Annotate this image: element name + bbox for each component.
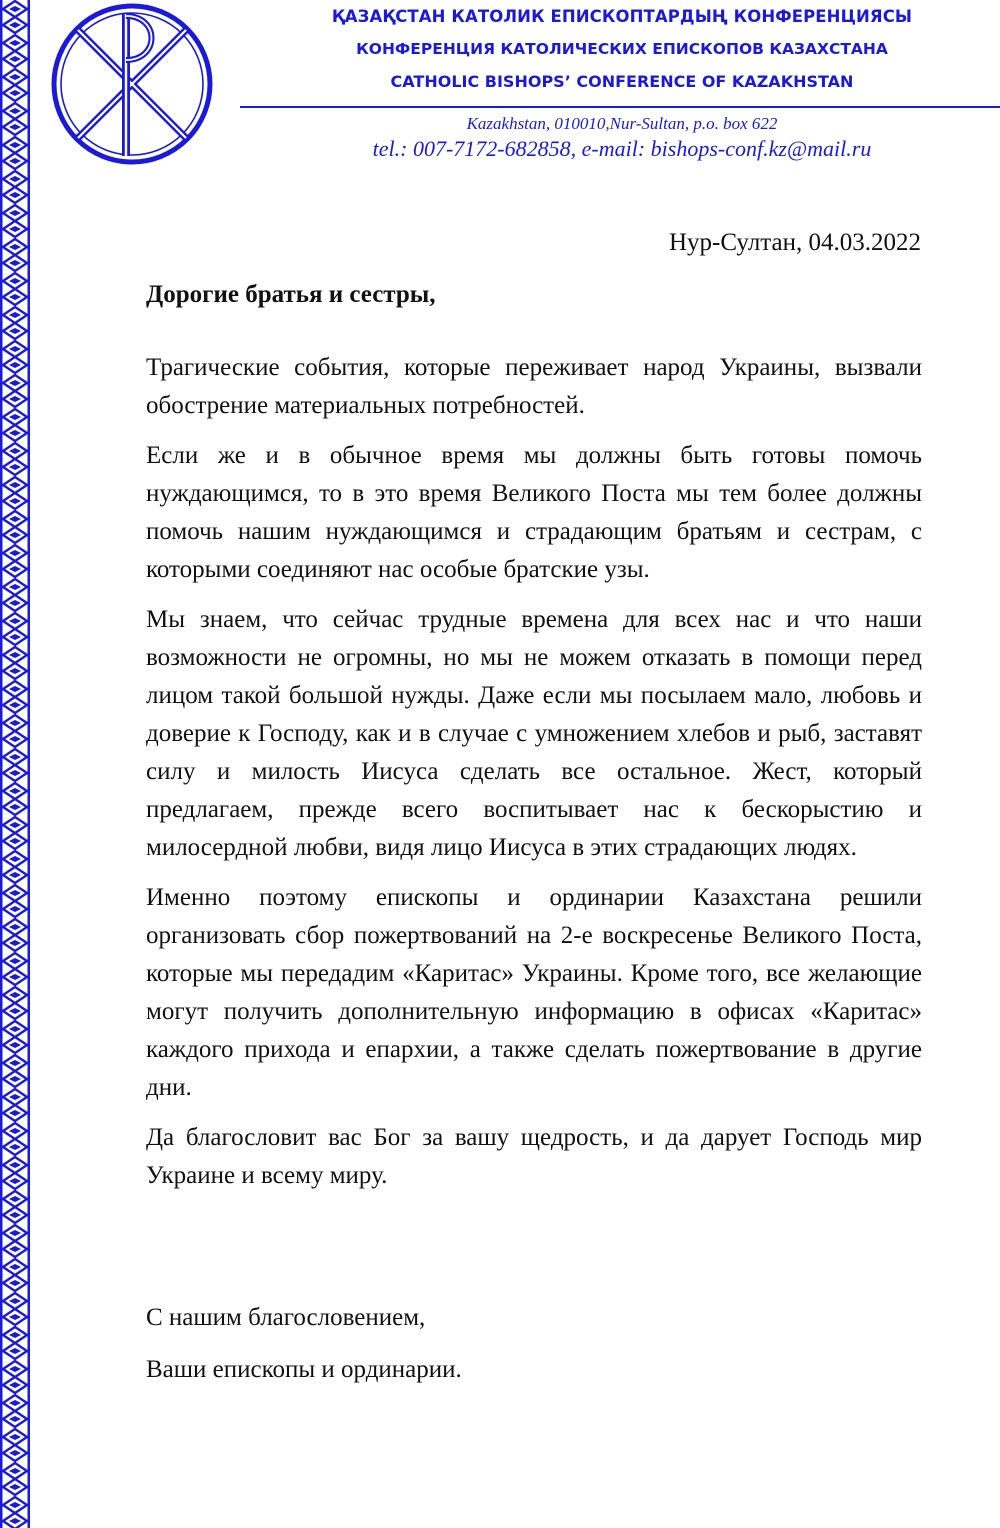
- letter-paragraph: Именно поэтому епископы и ординарии Казахстана решили организовать сбор пожертвований на 2-е воскресенье Великого Поста, которые мы передадим «Каритас» Украины. Кроме того, все желающие могут получить дополнительную информацию в офисах «Каритас» каждого прихода и епархии, а также сделать пожертвование в другие дни.: [146, 884, 922, 1101]
- letterhead-english-title: CATHOLIC BISHOPS’ CONFERENCE OF KAZAKHSTAN: [390, 72, 854, 91]
- chi-rho-icon: [48, 0, 216, 168]
- letter-signature: Ваши епископы и ординарии.: [146, 1356, 462, 1383]
- letterhead-russian-title: КОНФЕРЕНЦИЯ КАТОЛИЧЕСКИХ ЕПИСКОПОВ КАЗАХСТАНА: [356, 40, 888, 58]
- letter-paragraph: Да благословит вас Бог за вашу щедрость, и да дарует Господь мир Украине и всему миру.: [146, 1124, 922, 1189]
- letter-paragraph: Мы знаем, что сейчас трудные времена для всех нас и что наши возможности не огромны, но мы не можем отказать в помощи перед лицом такой большой нужды. Даже если мы посылаем мало, любовь и доверие к Господу, как и в случае с умножением хлебов и рыб, заставят силу и милость Иисуса сделать все остальное. Жест, который предлагаем, прежде всего воспитывает нас к бескорыстию и милосердной любви, видя лицо Иисуса в этих страдающих людях.: [146, 606, 922, 861]
- letterhead-address: Kazakhstan, 010010,Nur-Sultan, p.o. box 622: [466, 114, 778, 133]
- letter-greeting: Дорогие братья и сестры,: [146, 281, 436, 308]
- letter-paragraph: Трагические события, которые переживает народ Украины, вызвали обострение материальных потребностей.: [146, 354, 922, 419]
- letter-date: Нур-Султан, 04.03.2022: [668, 229, 921, 256]
- letter-closing: С нашим благословением,: [146, 1304, 426, 1331]
- letterhead-divider: [240, 106, 1000, 108]
- letter-paragraph: Если же и в обычное время мы должны быть готовы помочь нуждающимся, то в это время Великого Поста мы тем более должны помочь нашим нуждающимся и страдающим братьям и сестрам, с которыми соединяют нас особые братские узы.: [146, 442, 922, 583]
- letter-body: [146, 349, 922, 1207]
- letterhead-kazakh-title: ҚАЗАҚСТАН КАТОЛИК ЕПИСКОПТАРДЫҢ КОНФЕРЕНЦИЯСЫ: [331, 7, 913, 26]
- letterhead-contacts: tel.: 007-7172-682858, e-mail: bishops-conf.kz@mail.ru: [372, 136, 872, 161]
- ornamental-border: [0, 0, 30, 1528]
